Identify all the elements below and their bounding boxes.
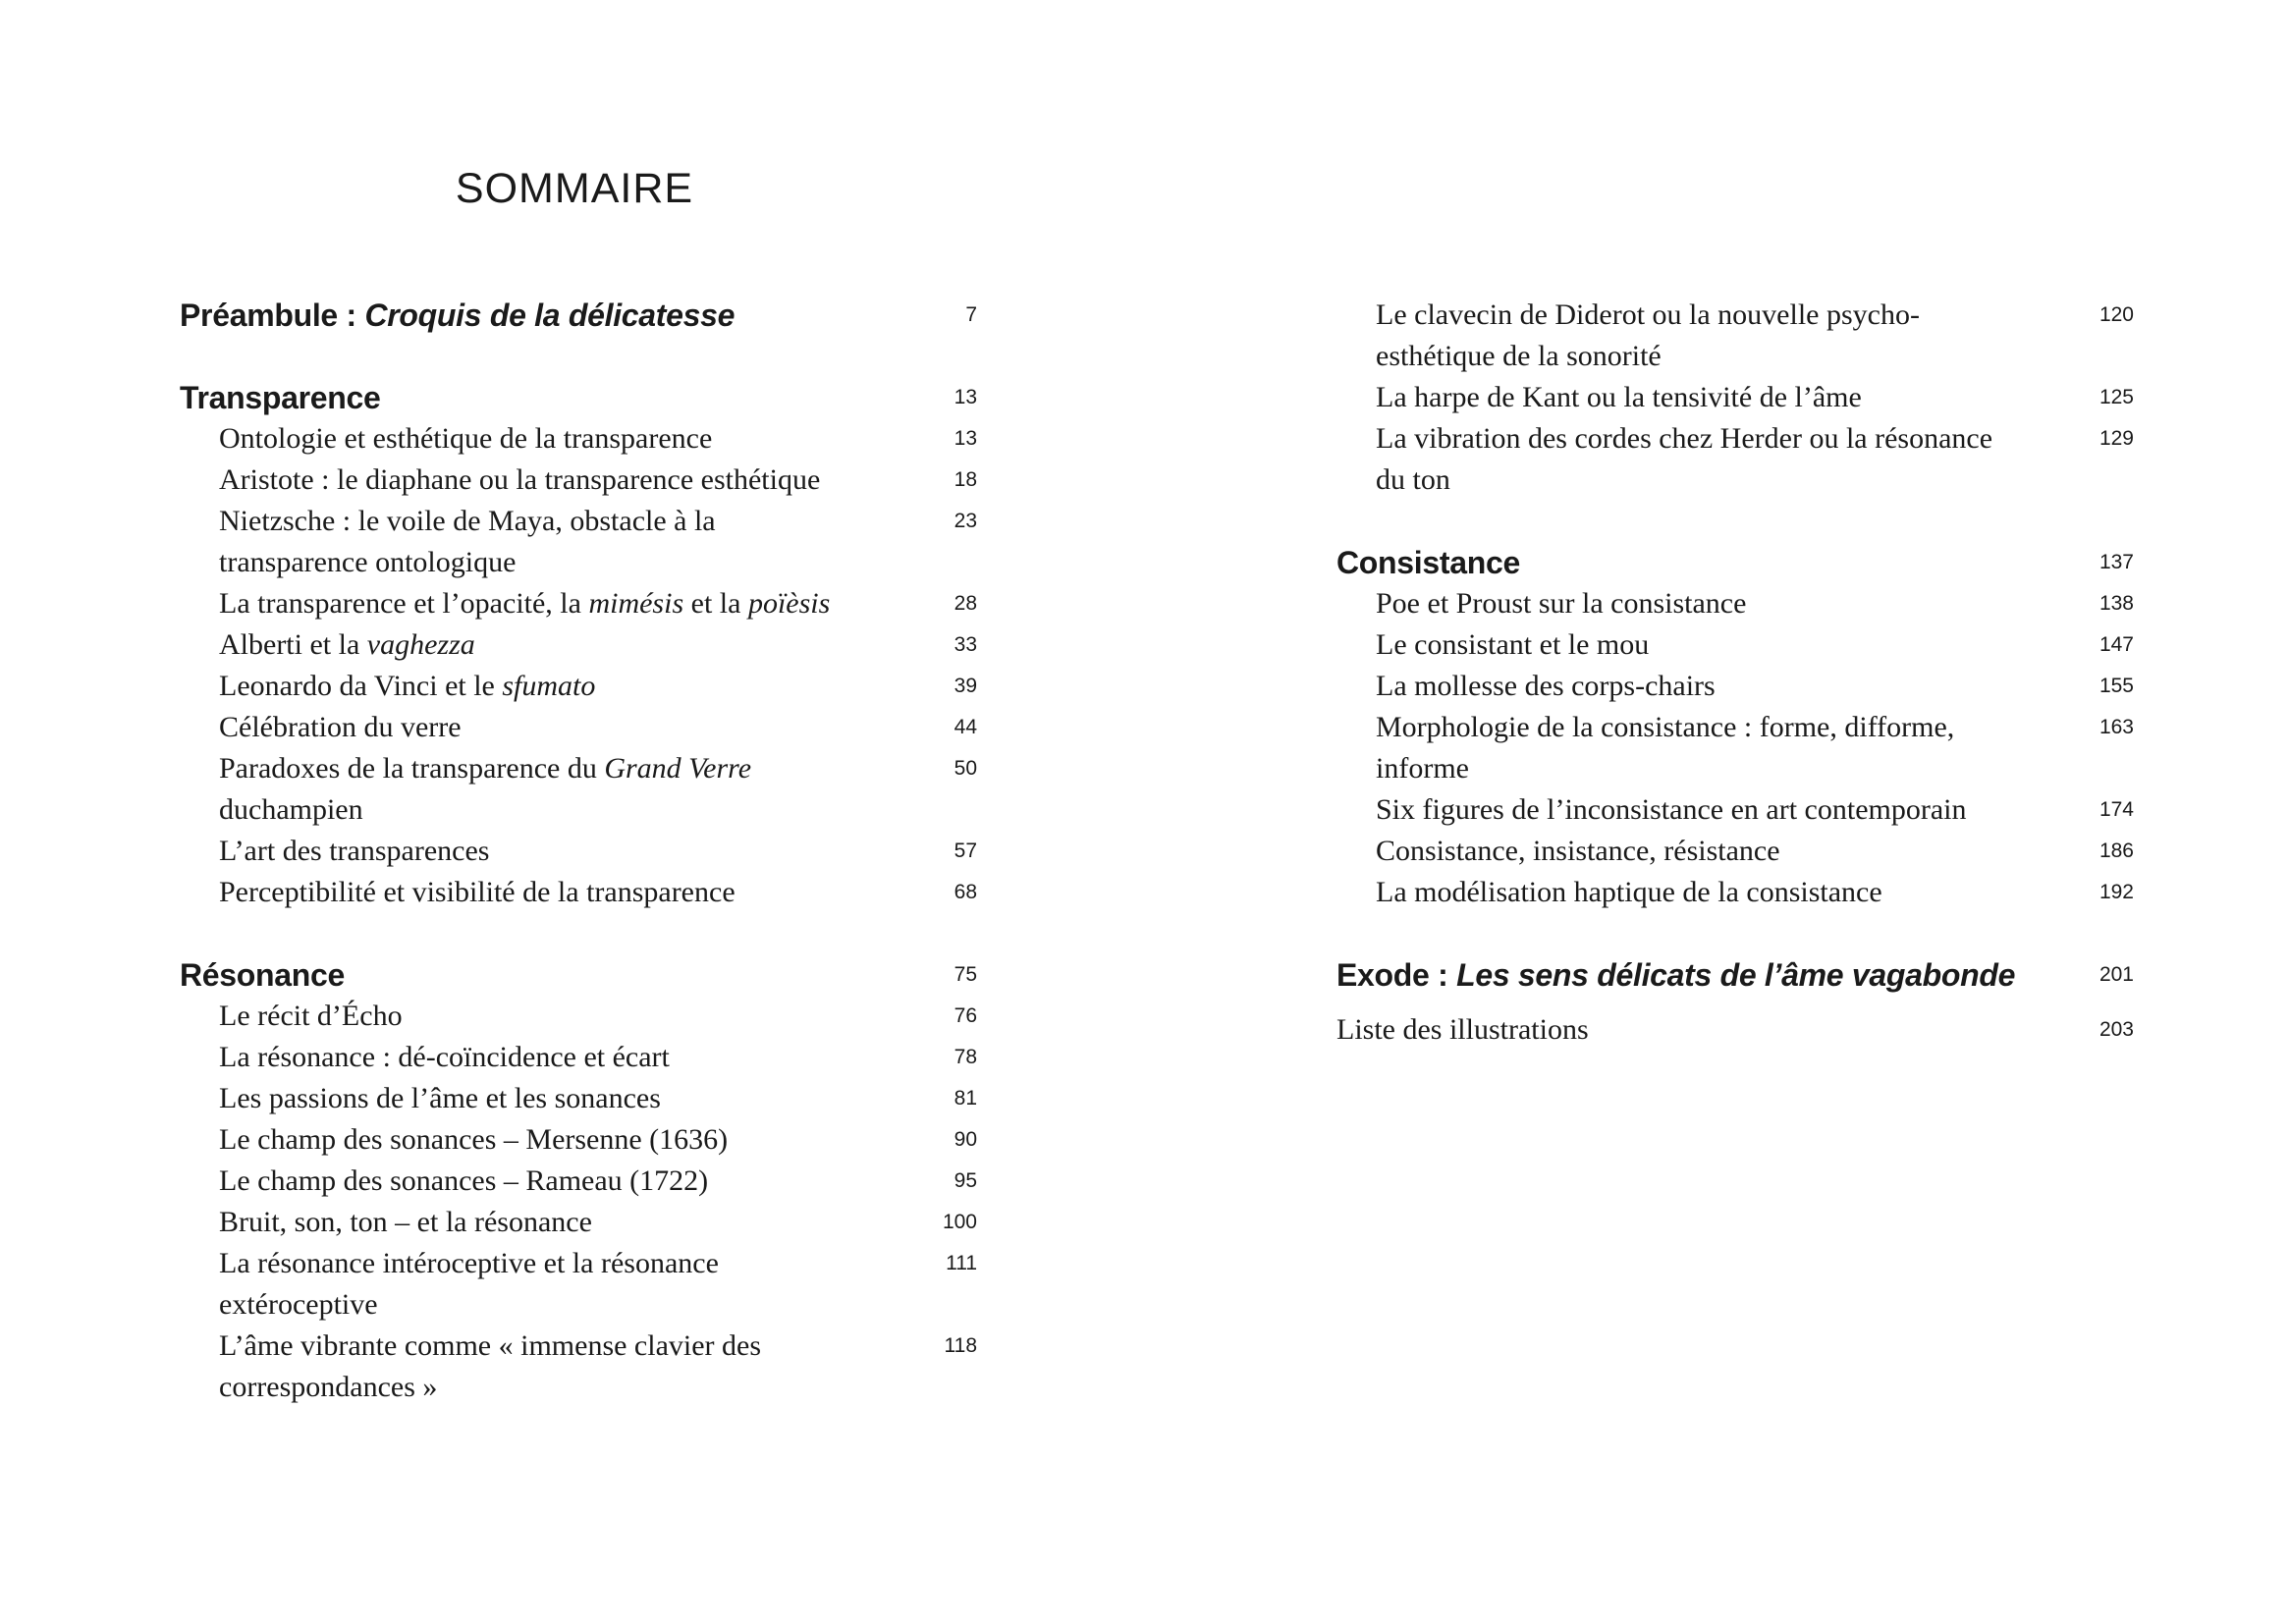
page-number: 192 [2098, 881, 2134, 903]
entry-title-part: et la [683, 587, 748, 620]
page-number: 111 [946, 1252, 977, 1274]
page-number: 203 [2098, 1018, 2134, 1041]
toc-entry[interactable] [1336, 418, 2134, 501]
section-subtitle: Les sens délicats de l’âme vagabonde [1456, 957, 2016, 993]
entry-title-part: Le consistant et le mou [1376, 628, 1650, 661]
toc-entry[interactable] [180, 501, 977, 583]
toc-entry[interactable] [180, 666, 977, 707]
page-number: 129 [2098, 427, 2134, 450]
toc-entry[interactable] [1336, 583, 2134, 624]
entry-title [180, 1078, 977, 1119]
entry-title-italic: mimésis [588, 587, 684, 620]
page-number: 90 [954, 1128, 977, 1151]
entry-title-part: L’âme vibrante comme « immense clavier des correspondances » [219, 1329, 762, 1403]
page-number: 18 [954, 468, 977, 491]
page-number: 163 [2098, 716, 2134, 738]
entry-title-part: La vibration des cordes chez Herder ou la résonance du ton [1376, 422, 1993, 496]
page-number: 57 [954, 839, 977, 862]
page-number: 95 [954, 1169, 977, 1192]
toc-section-consistance[interactable] [1336, 542, 2134, 583]
entry-title [180, 1202, 977, 1243]
entry-title [180, 707, 977, 748]
entry-title [180, 748, 977, 831]
entry-title [180, 624, 977, 666]
entry-title [180, 1119, 977, 1161]
entry-title [1336, 872, 2134, 913]
resonance-continued-entries [1336, 295, 2134, 501]
page-number: 28 [954, 592, 977, 615]
consistance-entries [1336, 583, 2134, 913]
entry-title [180, 666, 977, 707]
entry-title-italic: poïèsis [747, 587, 831, 620]
toc-entry[interactable] [1336, 707, 2134, 789]
toc-entry[interactable] [180, 996, 977, 1037]
section-subtitle: Croquis de la délicatesse [364, 298, 736, 333]
entry-title [1336, 789, 2134, 831]
section-label: Préambule : [180, 298, 365, 333]
entry-title [180, 418, 977, 460]
toc-entry[interactable] [180, 1326, 977, 1408]
toc-entry[interactable] [180, 1202, 977, 1243]
entry-title-part: Le récit d’Écho [219, 1000, 403, 1032]
page-number: 78 [954, 1046, 977, 1068]
page-number: 186 [2098, 839, 2134, 862]
page-number: 75 [954, 963, 977, 986]
entry-title-part: Nietzsche : le voile de Maya, obstacle à la transparence ontologique [219, 505, 716, 578]
page-number: 125 [2098, 386, 2134, 408]
entry-title [1336, 624, 2134, 666]
toc-illustrations[interactable] [1336, 1009, 2134, 1051]
entry-title-part: L’art des transparences [219, 835, 490, 867]
entry-title-part: Poe et Proust sur la consistance [1376, 587, 1747, 620]
toc-entry[interactable] [180, 748, 977, 831]
transparence-entries [180, 418, 977, 913]
entry-title-part: Leonardo da Vinci et le [219, 670, 503, 702]
toc-entry[interactable] [180, 460, 977, 501]
entry-title [180, 1326, 977, 1408]
page-number: 33 [954, 633, 977, 656]
entry-title-part: Le champ des sonances – Rameau (1722) [219, 1164, 709, 1197]
page-number: 50 [954, 757, 977, 780]
toc-entry[interactable] [1336, 789, 2134, 831]
section-label: Consistance [1336, 545, 1520, 580]
page-number: 100 [942, 1211, 977, 1233]
page-number: 23 [954, 510, 977, 532]
entry-title-italic: Grand Verre [604, 752, 752, 785]
page-title: SOMMAIRE [455, 165, 694, 212]
toc-entry[interactable] [180, 831, 977, 872]
page-number: 120 [2098, 303, 2134, 326]
toc-entry[interactable] [180, 872, 977, 913]
entry-title-part: Six figures de l’inconsistance en art contemporain [1376, 793, 1967, 826]
entry-title [180, 1037, 977, 1078]
entry-title-part: Bruit, son, ton – et la résonance [219, 1206, 592, 1238]
page-number: 13 [954, 386, 977, 408]
entry-title-part: La mollesse des corps-chairs [1376, 670, 1716, 702]
toc-entry[interactable] [1336, 872, 2134, 913]
entry-title-part: La résonance : dé-coïncidence et écart [219, 1041, 670, 1073]
entry-title [1336, 295, 2134, 377]
page-number: 138 [2098, 592, 2134, 615]
page-number: 118 [944, 1334, 977, 1357]
toc-entry[interactable] [1336, 624, 2134, 666]
page-number: 81 [954, 1087, 977, 1110]
toc-entry[interactable] [180, 707, 977, 748]
entry-title-part: Le clavecin de Diderot ou la nouvelle psycho-esthétique de la sonorité [1376, 298, 1920, 372]
page-number: 39 [954, 675, 977, 697]
toc-entry[interactable] [180, 1161, 977, 1202]
toc-section-transparence[interactable] [180, 377, 977, 418]
toc-entry[interactable] [180, 1037, 977, 1078]
page-number: 44 [954, 716, 977, 738]
toc-entry[interactable] [180, 1119, 977, 1161]
entry-title [180, 831, 977, 872]
toc-entry[interactable] [180, 418, 977, 460]
section-label: Exode : [1336, 957, 1457, 993]
entry-title-part: Ontologie et esthétique de la transparence [219, 422, 713, 455]
entry-title-part: La résonance intéroceptive et la résonance extéroceptive [219, 1247, 719, 1321]
entry-title [180, 872, 977, 913]
entry-title-italic: sfumato [502, 670, 596, 702]
toc-entry[interactable] [1336, 377, 2134, 418]
entry-title-part: Perceptibilité et visibilité de la transparence [219, 876, 736, 908]
page-number: 68 [954, 881, 977, 903]
toc-entry[interactable] [1336, 295, 2134, 377]
entry-title [180, 583, 977, 624]
resonance-entries [180, 996, 977, 1408]
entry-title [1336, 377, 2134, 418]
toc-entry[interactable] [180, 624, 977, 666]
toc-entry[interactable] [180, 583, 977, 624]
section-label: Résonance [180, 957, 346, 993]
entry-title [180, 1161, 977, 1202]
entry-title-part: La transparence et l’opacité, la [219, 587, 589, 620]
entry-title [1336, 707, 2134, 789]
entry-title [1336, 666, 2134, 707]
entry-title [180, 460, 977, 501]
entry-title [1336, 583, 2134, 624]
entry-title-italic: vaghezza [366, 628, 475, 661]
entry-title-part: Consistance, insistance, résistance [1376, 835, 1780, 867]
section-label: Transparence [180, 380, 381, 415]
toc-entry[interactable] [1336, 831, 2134, 872]
entry-title-part: Alberti et la [219, 628, 367, 661]
page-number: 147 [2098, 633, 2134, 656]
illustrations-label: Liste des illustrations [1336, 1013, 1589, 1046]
entry-title-part: La modélisation haptique de la consistance [1376, 876, 1882, 908]
entry-title [180, 996, 977, 1037]
entry-title-part: La harpe de Kant ou la tensivité de l’âme [1376, 381, 1862, 413]
toc-entry[interactable] [180, 1078, 977, 1119]
entry-title-part: Le champ des sonances – Mersenne (1636) [219, 1123, 729, 1156]
entry-title-part: duchampien [219, 793, 363, 826]
toc-right-column [1336, 295, 2134, 1051]
toc-left-column [180, 295, 977, 1408]
page-number: 76 [954, 1004, 977, 1027]
page-number: 13 [954, 427, 977, 450]
page-number: 7 [965, 303, 977, 326]
toc-entry[interactable] [1336, 666, 2134, 707]
entry-title-part: Aristote : le diaphane ou la transparence esthétique [219, 463, 821, 496]
entry-title [180, 1243, 977, 1326]
entry-title [1336, 831, 2134, 872]
entry-title [180, 501, 977, 583]
entry-title-part: Les passions de l’âme et les sonances [219, 1082, 661, 1114]
entry-title-part: Morphologie de la consistance : forme, difforme, informe [1376, 711, 1955, 785]
toc-entry[interactable] [180, 1243, 977, 1326]
entry-title [1336, 418, 2134, 501]
toc-section-resonance[interactable] [180, 954, 977, 996]
page-number: 201 [2098, 963, 2134, 986]
page-number: 174 [2098, 798, 2134, 821]
entry-title-part: Célébration du verre [219, 711, 462, 743]
page-number: 137 [2098, 551, 2134, 573]
toc-section-exode[interactable] [1336, 954, 2134, 996]
entry-title-part: Paradoxes de la transparence du [219, 752, 605, 785]
toc-section-preambule[interactable] [180, 295, 977, 336]
page-number: 155 [2098, 675, 2134, 697]
